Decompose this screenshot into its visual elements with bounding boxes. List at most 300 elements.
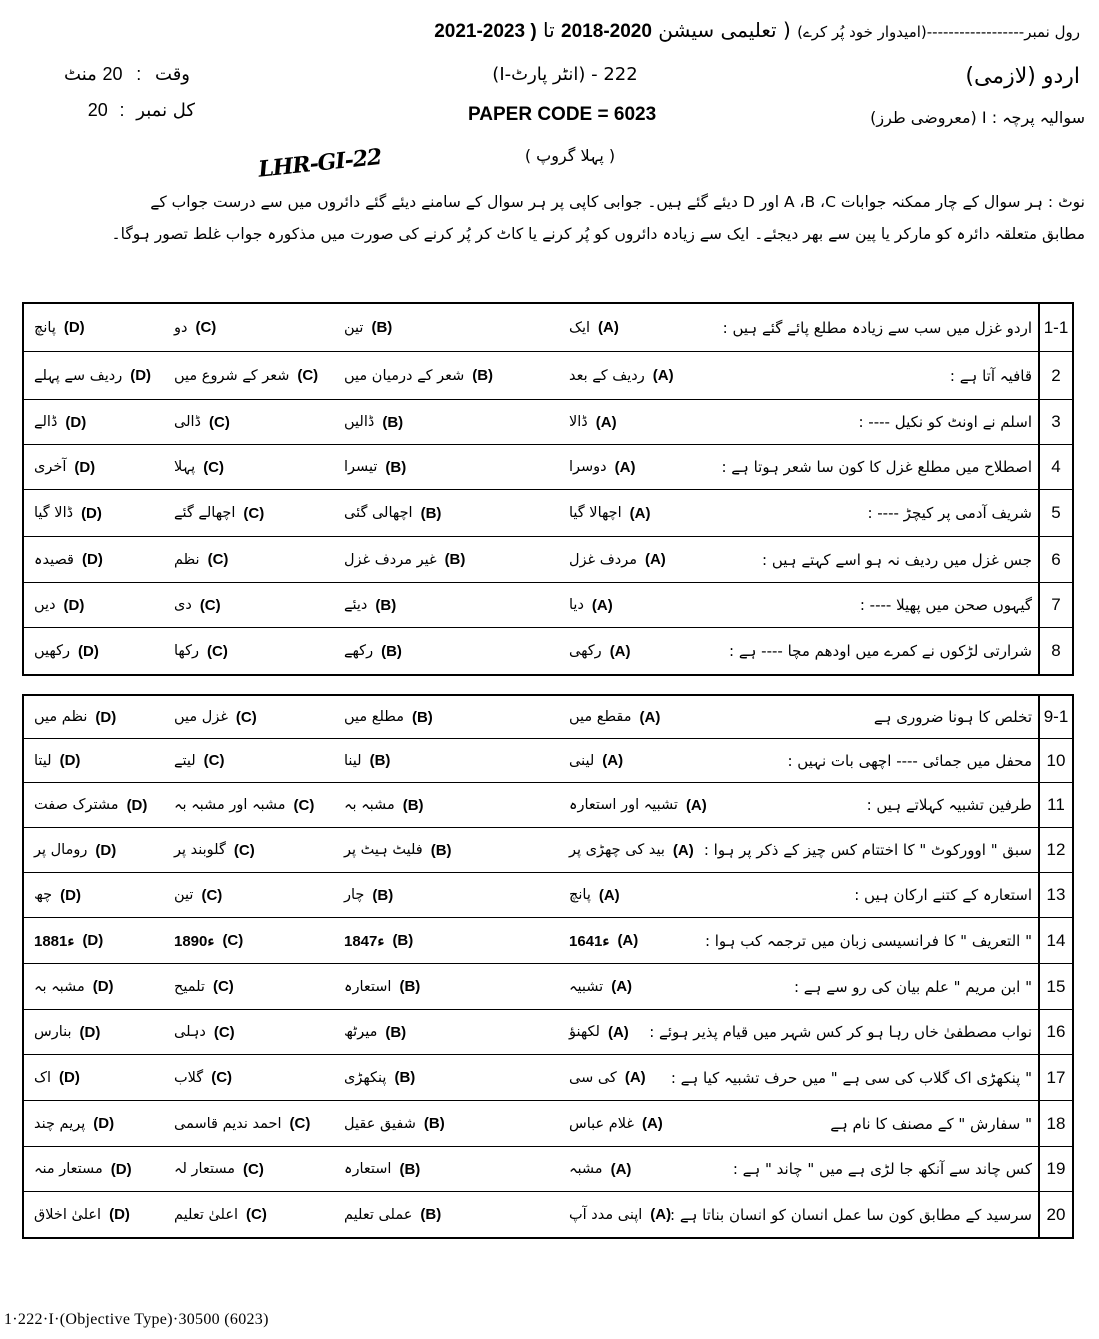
question-text: تخلص کا ہونا ضروری ہے: [873, 708, 1032, 726]
option-b: [344, 828, 452, 872]
option-label-d: (D): [92, 978, 114, 995]
question-body: [24, 873, 1038, 917]
question-body: [24, 964, 1038, 1009]
question-row: [24, 583, 1072, 628]
question-body: [24, 1101, 1038, 1146]
option-label-d: (D): [60, 886, 81, 904]
roll-number-note: (امیدوار خود پُر کرے): [797, 23, 927, 41]
session-years-1: 2018-2020: [561, 21, 652, 42]
question-number: 6: [1038, 537, 1072, 582]
option-label-c: (C): [203, 752, 225, 769]
option-label-d: (D): [59, 1069, 80, 1086]
option-b: [344, 400, 403, 444]
question-row: [24, 1192, 1072, 1237]
question-text: " التعریف " کا فرانسیسی زبان میں ترجمہ کب ہوا :: [704, 931, 1032, 950]
option-text-b: تین: [344, 319, 364, 336]
question-text: " سفارش " کے مصنف کا نام ہے: [830, 1114, 1032, 1133]
option-b: [344, 1192, 441, 1237]
question-body: [24, 1147, 1038, 1191]
option-label-d: (D): [82, 551, 103, 568]
option-c: [174, 873, 222, 917]
question-number: 15: [1038, 964, 1072, 1009]
option-d: [34, 628, 99, 674]
option-label-c: (C): [293, 796, 315, 814]
option-text-b: مشبہ بہ: [344, 797, 395, 813]
option-label-b: (B): [394, 1069, 416, 1086]
option-d: [34, 445, 95, 489]
question-number: 13: [1038, 873, 1072, 917]
option-label-b: (B): [430, 841, 452, 859]
option-text-d: دیں: [34, 597, 56, 613]
question-number: 5: [1038, 490, 1072, 536]
option-a: [569, 583, 613, 627]
question-text: اسلم نے اونٹ کو نکیل ---- :: [858, 413, 1032, 431]
option-text-c: تین: [174, 887, 194, 903]
option-text-c: تلمیح: [174, 978, 205, 995]
option-label-a: (A): [591, 596, 613, 614]
option-label-c: (C): [235, 708, 257, 726]
option-text-d: لیتا: [34, 752, 52, 769]
option-text-a: مشبہ: [569, 1161, 603, 1177]
option-text-a: تشبیہ اور استعارہ: [569, 797, 678, 813]
option-c: [174, 352, 318, 399]
option-label-d: (D): [109, 1206, 130, 1223]
question-text: اردو غزل میں سب سے زیادہ مطلع پائے گئے ہیں :: [722, 318, 1032, 337]
option-text-d: ردیف سے پہلے: [34, 367, 123, 384]
question-text: طرفین تشبیہ کہلاتے ہیں :: [866, 796, 1032, 814]
option-b: [344, 964, 420, 1009]
question-row: [24, 696, 1072, 739]
option-text-c: اچھالے گئے: [174, 505, 236, 521]
option-c: [174, 1192, 267, 1237]
paper-code: PAPER CODE = 6023: [468, 104, 657, 125]
option-label-c: (C): [213, 1023, 235, 1041]
question-row: [24, 352, 1072, 400]
question-body: [24, 400, 1038, 444]
option-text-d: بنارس: [34, 1024, 72, 1040]
option-text-c: گلوبند پر: [174, 842, 226, 858]
question-text: شریف آدمی پر کیچڑ ---- :: [867, 504, 1032, 522]
question-row: [24, 918, 1072, 964]
question-row: [24, 828, 1072, 873]
option-label-d: (D): [81, 504, 102, 522]
question-body: [24, 445, 1038, 489]
session-line: [120, 18, 1080, 43]
option-b: [344, 628, 402, 674]
question-row: [24, 739, 1072, 783]
question-text: گیہوں صحن میں پھیلا ---- :: [859, 596, 1032, 614]
question-row: [24, 873, 1072, 918]
option-label-a: (A): [602, 752, 624, 769]
option-label-c: (C): [209, 413, 230, 431]
option-text-b: چار: [344, 887, 365, 903]
option-label-a: (A): [650, 1206, 672, 1223]
question-row: [24, 1101, 1072, 1147]
option-text-a: دیا: [569, 597, 584, 613]
option-label-d: (D): [79, 1023, 101, 1041]
question-body: [24, 352, 1038, 399]
option-text-a: ایک: [569, 319, 591, 336]
option-label-d: (D): [110, 1160, 132, 1178]
option-label-c: (C): [207, 642, 228, 660]
question-number: 18: [1038, 1101, 1072, 1146]
question-number: 12: [1038, 828, 1072, 872]
option-label-a: (A): [617, 932, 639, 949]
option-text-c: شعر کے شروع میں: [174, 367, 290, 384]
question-body: [24, 739, 1038, 782]
option-text-b: پنکھڑی: [344, 1069, 387, 1086]
question-text: کس چاند سے آنکھ جا لڑی ہے میں " چاند " ہے :: [732, 1160, 1032, 1178]
option-text-a: دوسرا: [569, 459, 607, 475]
option-b: [344, 583, 396, 627]
option-text-b: شفیق عقیل: [344, 1115, 416, 1132]
option-label-a: (A): [641, 1115, 663, 1132]
option-text-d: ڈالا گیا: [34, 505, 74, 521]
option-text-d: مستعار منہ: [34, 1161, 103, 1177]
option-text-c: پہلا: [174, 459, 196, 475]
question-text: جس غزل میں ردیف نہ ہو اسے کہتے ہیں :: [762, 550, 1032, 569]
option-c: [174, 783, 314, 827]
option-b: [344, 1147, 420, 1191]
option-label-b: (B): [420, 1206, 442, 1223]
option-a: [569, 739, 623, 782]
option-a: [569, 1055, 646, 1100]
option-text-c: ڈالی: [174, 414, 201, 430]
option-label-b: (B): [444, 551, 466, 568]
option-label-b: (B): [385, 458, 407, 476]
option-label-d: (D): [78, 642, 99, 660]
question-text: " ابن مریم " علم بیان کی رو سے ہے :: [793, 977, 1032, 996]
question-number: 17: [1038, 1055, 1072, 1100]
option-d: [34, 918, 103, 963]
option-label-d: (D): [126, 796, 148, 814]
question-body: [24, 828, 1038, 872]
option-text-a: اچھالا گیا: [569, 505, 622, 521]
option-text-b: دیئے: [344, 597, 368, 613]
option-text-c: 1890ء: [174, 932, 215, 950]
option-text-a: لینی: [569, 752, 595, 769]
total-marks: کل نمبر : 20: [87, 100, 195, 121]
option-label-c: (C): [203, 458, 225, 476]
option-c: [174, 1147, 264, 1191]
note-line-1: نوٹ : ہر سوال کے چار ممکنہ جوابات A ،B ،C اور D دیئے گئے ہیں۔ جوابی کاپی پر ہر سوال کے سامنے دیئے گئے دائروں میں سے درست جواب کے: [150, 193, 1085, 211]
option-label-a: (A): [611, 978, 633, 995]
option-d: [34, 1192, 130, 1237]
option-label-a: (A): [672, 841, 694, 859]
instructions-note: [40, 186, 1085, 250]
questions-table-2: [22, 694, 1074, 1239]
paper-footer-code: 1·222·I·(Objective Type)·30500 (6023): [4, 1311, 269, 1328]
option-label-b: (B): [372, 886, 394, 904]
option-text-b: غیر مردف غزل: [344, 551, 437, 568]
question-row: [24, 304, 1072, 352]
question-number: 20: [1038, 1192, 1072, 1237]
questions-table-1: [22, 302, 1074, 676]
question-text: قافیہ آتا ہے :: [949, 366, 1032, 385]
option-c: [174, 739, 225, 782]
option-c: [174, 1010, 235, 1054]
option-a: [569, 783, 707, 827]
option-label-b: (B): [411, 708, 433, 726]
question-text: سرسید کے مطابق کون سا عمل انسان کو انسان بناتا ہے :: [670, 1205, 1032, 1224]
option-label-a: (A): [595, 413, 617, 431]
option-a: [569, 304, 619, 351]
option-label-c: (C): [297, 367, 319, 384]
question-body: [24, 783, 1038, 827]
option-b: [344, 783, 424, 827]
option-text-a: غلام عباس: [569, 1115, 634, 1132]
option-label-a: (A): [644, 551, 666, 568]
option-label-d: (D): [130, 367, 152, 384]
option-b: [344, 1055, 415, 1100]
question-row: [24, 537, 1072, 583]
option-text-b: ڈالیں: [344, 414, 375, 430]
question-body: [24, 490, 1038, 536]
option-d: [34, 304, 85, 351]
note-line-2: مطابق متعلقہ دائرہ کو مارکر یا پین سے بھر دیجئے۔ ایک سے زیادہ دائروں کو پُر کرنے یا کاٹ کر پُر کرنے کی صورت میں مذکورہ جواب غلط تصور ہوگا۔: [111, 225, 1085, 243]
option-a: [569, 445, 635, 489]
option-label-d: (D): [63, 319, 85, 336]
question-row: [24, 783, 1072, 828]
option-a: [569, 1010, 629, 1054]
option-a: [569, 628, 631, 674]
option-text-d: اک: [34, 1069, 52, 1086]
option-label-d: (D): [82, 932, 104, 949]
option-text-c: دہلی: [174, 1024, 206, 1040]
question-row: [24, 490, 1072, 537]
option-c: [174, 628, 228, 674]
question-number: 2: [1038, 352, 1072, 399]
option-d: [34, 696, 116, 738]
option-text-d: رکھیں: [34, 643, 71, 659]
marks-label: کل نمبر: [136, 100, 195, 121]
option-label-b: (B): [382, 413, 404, 431]
option-label-b: (B): [381, 642, 402, 660]
question-body: [24, 583, 1038, 627]
option-text-b: عملی تعلیم: [344, 1206, 413, 1223]
option-text-b: لینا: [344, 752, 362, 769]
option-text-c: دو: [174, 319, 188, 336]
question-number: 14: [1038, 918, 1072, 963]
option-label-c: (C): [246, 1206, 267, 1223]
option-a: [569, 1192, 671, 1237]
option-text-a: کی سی: [569, 1069, 617, 1086]
option-label-c: (C): [222, 932, 244, 949]
option-b: [344, 445, 406, 489]
option-c: [174, 445, 224, 489]
option-label-c: (C): [195, 319, 217, 336]
option-d: [34, 537, 103, 582]
option-a: [569, 1147, 631, 1191]
option-a: [569, 696, 660, 738]
option-text-a: پانچ: [569, 887, 591, 903]
option-text-b: تیسرا: [344, 459, 378, 475]
option-label-b: (B): [472, 367, 494, 384]
option-text-c: گلاب: [174, 1069, 204, 1086]
option-d: [34, 873, 81, 917]
question-text: استعارہ کے کتنے ارکان ہیں :: [854, 886, 1032, 904]
option-label-d: (D): [59, 752, 81, 769]
option-a: [569, 400, 617, 444]
paper-type: سوالیہ پرچہ : I (معروضی طرز): [870, 108, 1085, 127]
option-text-a: ڈالا: [569, 414, 588, 430]
option-d: [34, 1055, 80, 1100]
option-label-d: (D): [74, 458, 96, 476]
group-label: ( پہلا گروپ ): [524, 146, 616, 165]
question-row: [24, 628, 1072, 674]
option-d: [34, 783, 147, 827]
option-b: [344, 304, 392, 351]
option-d: [34, 828, 116, 872]
option-text-b: میرٹھ: [344, 1024, 378, 1040]
option-text-d: ڈالے: [34, 414, 58, 430]
option-label-d: (D): [63, 596, 85, 614]
time-label: وقت: [155, 64, 190, 85]
marks-value: 20: [87, 100, 108, 120]
option-text-b: فلیٹ ہیٹ پر: [344, 842, 423, 858]
option-c: [174, 490, 264, 536]
question-text: نواب مصطفیٰ خاں رہا ہو کر کس شہر میں قیام پذیر ہوئے :: [649, 1023, 1032, 1041]
option-text-d: رومال پر: [34, 842, 88, 858]
option-label-b: (B): [399, 978, 421, 995]
session-label: ( تعلیمی سیشن: [658, 18, 791, 42]
question-number: 8: [1038, 628, 1072, 674]
option-c: [174, 1101, 310, 1146]
time-allowed: وقت : 20 منٹ: [64, 64, 190, 85]
option-b: [344, 918, 413, 963]
question-text: سبق " اوورکوٹ " کا اختتام کس چیز کے ذکر پر ہوا :: [703, 841, 1032, 859]
option-b: [344, 739, 390, 782]
option-text-a: تشبیہ: [569, 978, 604, 995]
question-body: [24, 696, 1038, 738]
option-d: [34, 964, 114, 1009]
option-text-d: آخری: [34, 459, 67, 475]
option-d: [34, 1010, 100, 1054]
option-label-b: (B): [371, 319, 393, 336]
question-number: 11: [1038, 783, 1072, 827]
option-label-a: (A): [639, 708, 661, 726]
question-number: 3: [1038, 400, 1072, 444]
option-c: [174, 583, 221, 627]
option-text-d: اعلیٰ اخلاق: [34, 1206, 102, 1223]
option-c: [174, 537, 228, 582]
option-label-b: (B): [420, 504, 442, 522]
question-body: [24, 1055, 1038, 1100]
option-label-c: (C): [289, 1115, 311, 1132]
option-label-c: (C): [199, 596, 221, 614]
option-label-a: (A): [652, 367, 674, 384]
option-label-d: (D): [65, 413, 87, 431]
option-label-c: (C): [212, 978, 234, 995]
handwritten-stamp: LHR-GI-22: [256, 143, 383, 183]
option-a: [569, 873, 620, 917]
option-c: [174, 400, 230, 444]
option-text-a: رکھی: [569, 643, 602, 659]
option-b: [344, 696, 433, 738]
option-text-a: لکھنؤ: [569, 1024, 600, 1040]
option-d: [34, 1101, 114, 1146]
option-text-a: اپنی مدد آپ: [569, 1206, 643, 1223]
question-text: اصطلاح میں مطلع غزل کا کون سا شعر ہوتا ہے :: [721, 458, 1032, 476]
question-row: [24, 1055, 1072, 1101]
question-row: [24, 400, 1072, 445]
option-label-a: (A): [598, 319, 619, 336]
option-a: [569, 828, 694, 872]
option-label-b: (B): [369, 752, 391, 769]
option-a: [569, 1101, 663, 1146]
option-a: [569, 490, 651, 536]
option-label-b: (B): [375, 596, 397, 614]
question-body: [24, 304, 1038, 351]
roll-number-label: رول نمبر: [1024, 23, 1080, 41]
option-a: [569, 537, 666, 582]
option-c: [174, 1055, 232, 1100]
question-row: [24, 964, 1072, 1010]
question-row: [24, 445, 1072, 490]
option-text-b: اچھالی گئی: [344, 505, 413, 521]
question-row: [24, 1010, 1072, 1055]
question-text: شرارتی لڑکوں نے کمرے میں اودھم مچا ---- ہے :: [729, 642, 1032, 660]
option-text-a: 1641ء: [569, 932, 610, 950]
option-text-c: احمد ندیم قاسمی: [174, 1115, 282, 1132]
option-text-a: مردف غزل: [569, 551, 637, 568]
option-b: [344, 537, 465, 582]
option-d: [34, 400, 86, 444]
option-c: [174, 964, 234, 1009]
question-body: [24, 628, 1038, 674]
option-text-b: استعارہ: [344, 1161, 392, 1177]
option-a: [569, 352, 674, 399]
option-label-b: (B): [385, 1023, 407, 1041]
question-text: محفل میں جمائی ---- اچھی بات نہیں :: [787, 751, 1032, 770]
session-to: تا: [543, 18, 555, 42]
question-body: [24, 1010, 1038, 1054]
option-d: [34, 490, 102, 536]
roll-number-field[interactable]: ------------------: [926, 23, 1025, 41]
option-text-d: نظم میں: [34, 709, 88, 725]
option-b: [344, 1010, 406, 1054]
option-label-c: (C): [207, 551, 229, 568]
question-number: 1-1: [1038, 304, 1072, 351]
option-c: [174, 304, 216, 351]
option-text-b: رکھے: [344, 643, 374, 659]
option-label-a: (A): [685, 796, 707, 814]
option-b: [344, 873, 393, 917]
question-text: " پنکھڑی اک گلاب کی سی ہے " میں حرف تشبیہ کیا ہے :: [670, 1068, 1032, 1087]
question-body: [24, 918, 1038, 963]
question-number: 9-1: [1038, 696, 1072, 738]
question-body: [24, 1192, 1038, 1237]
option-text-d: چھ: [34, 887, 53, 903]
option-text-c: مشبہ اور مشبہ بہ: [174, 797, 286, 813]
option-b: [344, 1101, 445, 1146]
option-text-c: مستعار لہ: [174, 1161, 236, 1177]
option-text-d: قصیدہ: [34, 551, 74, 568]
option-label-c: (C): [243, 504, 265, 522]
option-label-d: (D): [93, 1115, 115, 1132]
option-d: [34, 739, 80, 782]
option-label-a: (A): [610, 1160, 632, 1178]
option-b: [344, 490, 441, 536]
question-body: [24, 537, 1038, 582]
option-text-c: دی: [174, 597, 192, 613]
option-text-c: لیتے: [174, 752, 196, 769]
option-text-b: شعر کے درمیان میں: [344, 367, 465, 384]
time-unit: منٹ: [64, 64, 97, 85]
option-label-c: (C): [201, 886, 223, 904]
option-text-d: مشترک صفت: [34, 797, 119, 813]
option-text-d: پانچ: [34, 319, 56, 336]
